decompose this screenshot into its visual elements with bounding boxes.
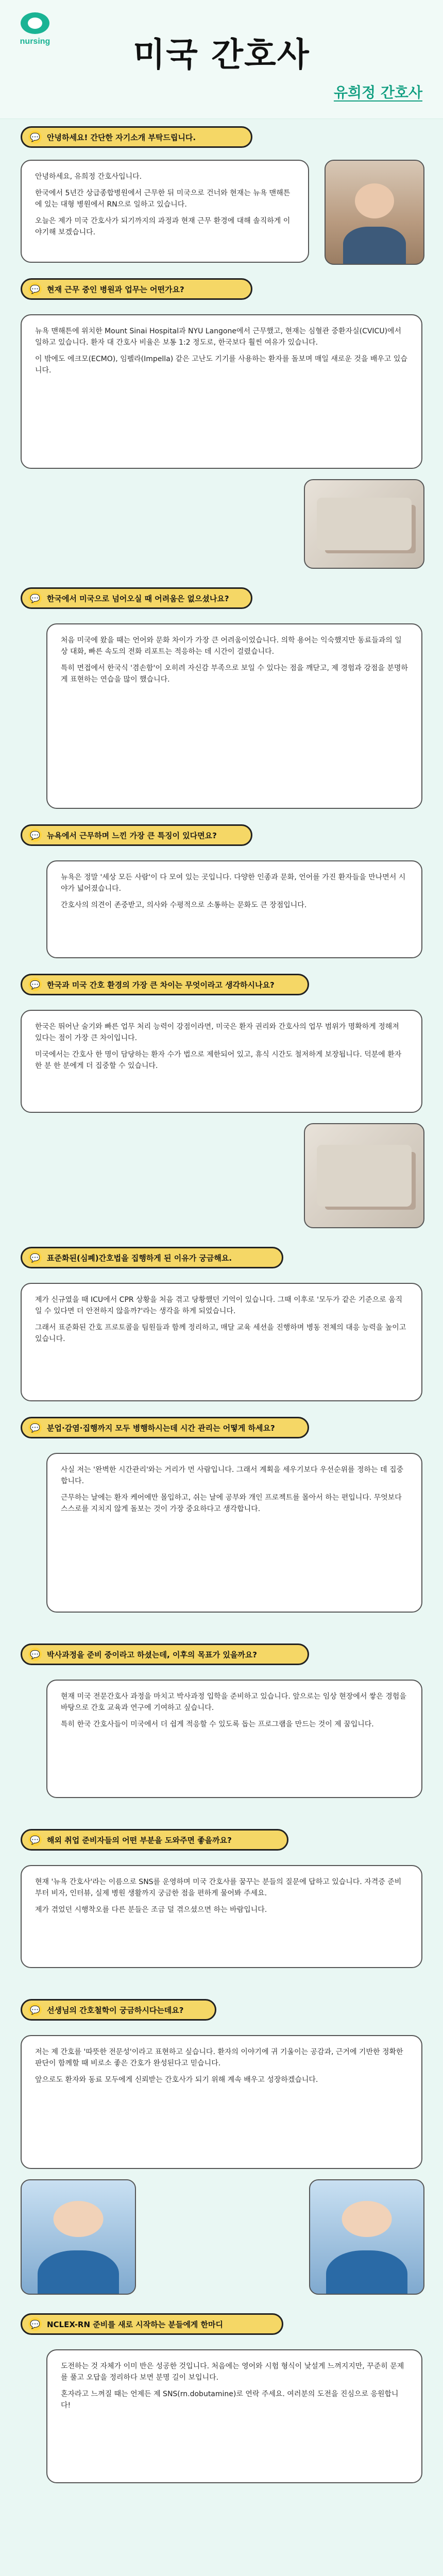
question-text: 현재 근무 중인 병원과 업무는 어떤가요? <box>47 284 184 294</box>
answer-paragraph: 한국에서 5년간 상급종합병원에서 근무한 뒤 미국으로 건너와 현재는 뉴욕 맨해튼에 있는 대형 병원에서 RN으로 일하고 있습니다. <box>35 189 291 209</box>
answer-paragraph: 도전하는 것 자체가 이미 반은 성공한 것입니다. 처음에는 영어와 시험 형식이 낯설게 느껴지지만, 꾸준히 문제를 풀고 오답을 정리하다 보면 분명 길이 보입니다. <box>61 2362 404 2382</box>
question-text: 안녕하세요! 간단한 자기소개 부탁드립니다. <box>47 132 196 142</box>
speech-icon: 💬 <box>28 130 42 144</box>
answer-10 <box>21 2035 422 2169</box>
answer-paragraph: 이 밖에도 에크모(ECMO), 임펠라(Impella) 같은 고난도 기기를 사용하는 환자를 돌보며 매일 새로운 것을 배우고 있습니다. <box>35 355 407 375</box>
answer-6 <box>21 1283 422 1401</box>
question-4 <box>21 824 252 846</box>
speech-icon: 💬 <box>28 282 42 296</box>
speech-icon: 💬 <box>28 1648 42 1661</box>
question-3 <box>21 587 252 609</box>
speech-icon: 💬 <box>28 2003 42 2016</box>
page-title: 미국 간호사 <box>133 36 310 74</box>
team-photo <box>304 1123 424 1228</box>
answer-paragraph: 그래서 표준화된 간호 프로토콜을 팀원들과 함께 정리하고, 매달 교육 세션을 진행하며 병동 전체의 대응 능력을 높이고 있습니다. <box>35 1324 406 1343</box>
answer-2 <box>21 314 422 469</box>
speech-icon: 💬 <box>28 978 42 991</box>
answer-paragraph: 뉴욕은 정말 '세상 모든 사람'이 다 모여 있는 곳입니다. 다양한 인종과 문화, 언어를 가진 환자들을 만나면서 시야가 넓어졌습니다. <box>61 873 406 893</box>
question-10 <box>21 1999 216 2021</box>
answer-9 <box>21 1865 422 1968</box>
question-2 <box>21 278 252 300</box>
answer-5 <box>21 1010 422 1113</box>
speech-icon: 💬 <box>28 591 42 605</box>
answer-paragraph: 사실 저는 '완벽한 시간관리'와는 거리가 먼 사람입니다. 그래서 계획을 세우기보다 우선순위를 정하는 데 집중합니다. <box>61 1466 404 1485</box>
speech-icon: 💬 <box>28 1421 42 1434</box>
question-9 <box>21 1829 288 1851</box>
logo-brand-text: nursing <box>20 37 50 46</box>
question-1 <box>21 126 252 148</box>
profile-photo <box>325 160 424 265</box>
question-7 <box>21 1417 309 1438</box>
answer-paragraph: 미국에서는 간호사 한 명이 담당하는 환자 수가 법으로 제한되어 있고, 휴식 시간도 철저하게 보장됩니다. 덕분에 환자 한 분 한 분에게 더 집중할 수 있습니다. <box>35 1050 402 1070</box>
question-11 <box>21 2313 283 2335</box>
answer-paragraph: 안녕하세요, 유희정 간호사입니다. <box>35 173 142 181</box>
answer-11 <box>46 2349 422 2483</box>
question-text: 분업·감염·집행까지 모두 병행하시는데 시간 관리는 어떻게 하세요? <box>47 1423 275 1433</box>
answer-paragraph: 간호사의 의견이 존중받고, 의사와 수평적으로 소통하는 문화도 큰 장점입니다. <box>61 901 307 909</box>
question-text: 뉴욕에서 근무하며 느낀 가장 큰 특징이 있다면요? <box>47 831 217 840</box>
hospital-photo <box>304 479 424 569</box>
answer-paragraph: 앞으로도 환자와 동료 모두에게 신뢰받는 간호사가 되기 위해 계속 배우고 성장하겠습니다. <box>35 2076 318 2084</box>
scrubs-photo-left <box>21 2179 136 2295</box>
hero-header <box>0 0 443 119</box>
answer-1 <box>21 160 309 263</box>
answer-paragraph: 한국은 뛰어난 술기와 빠른 업무 처리 능력이 강점이라면, 미국은 환자 권리와 간호사의 업무 범위가 명확하게 정해져 있다는 점이 가장 큰 차이입니다. <box>35 1023 399 1042</box>
answer-8 <box>46 1680 422 1798</box>
speech-icon: 💬 <box>28 1251 42 1264</box>
answer-paragraph: 현재 '뉴욕 간호사'라는 이름으로 SNS를 운영하며 미국 간호사를 꿈꾸는 분들의 질문에 답하고 있습니다. 자격증 준비부터 비자, 인터뷰, 실제 병원 생활까지 궁금한 점을 편하게 물어봐 주세요. <box>35 1878 402 1897</box>
answer-3 <box>46 623 422 809</box>
question-6 <box>21 1247 283 1268</box>
answer-paragraph: 제가 신규였을 때 ICU에서 CPR 상황을 처음 겪고 당황했던 기억이 있습니다. 그때 이후로 '모두가 같은 기준으로 움직일 수 있다면 더 안전하지 않을까?'라는 생각을 하게 되었습니다. <box>35 1296 403 1315</box>
page-subtitle: 유희정 간호사 <box>333 84 422 101</box>
answer-paragraph: 특히 한국 간호사들이 미국에서 더 쉽게 적응할 수 있도록 돕는 프로그램을 만드는 것이 제 꿈입니다. <box>61 1720 374 1728</box>
answer-paragraph: 뉴욕 맨해튼에 위치한 Mount Sinai Hospital과 NYU Langone에서 근무했고, 현재는 심혈관 중환자실(CVICU)에서 일하고 있습니다. 환자 대 간호사 비율은 보통 1:2 정도로, 한국보다 훨씬 여유가 있습니다. <box>35 327 402 347</box>
answer-paragraph: 현재 미국 전문간호사 과정을 마치고 박사과정 입학을 준비하고 있습니다. 앞으로는 임상 현장에서 쌓은 경험을 바탕으로 간호 교육과 연구에 기여하고 싶습니다. <box>61 1692 406 1712</box>
question-text: 박사과정을 준비 중이라고 하셨는데, 이후의 목표가 있을까요? <box>47 1650 257 1659</box>
answer-paragraph: 근무하는 날에는 환자 케어에만 몰입하고, 쉬는 날에 공부와 개인 프로젝트를 몰아서 하는 편입니다. 무엇보다 스스로를 지치지 않게 돌보는 것이 가장 중요하다고 생각합니다. <box>61 1494 402 1513</box>
question-text: 한국에서 미국으로 넘어오실 때 어려움은 없으셨나요? <box>47 594 229 603</box>
speech-icon: 💬 <box>28 1833 42 1846</box>
answer-paragraph: 저는 제 간호를 '따뜻한 전문성'이라고 표현하고 싶습니다. 환자의 이야기에 귀 기울이는 공감과, 근거에 기반한 정확한 판단이 함께할 때 비로소 좋은 간호가 완성된다고 믿습니다. <box>35 2048 403 2067</box>
answer-4 <box>46 860 422 958</box>
answer-paragraph: 처음 미국에 왔을 때는 언어와 문화 차이가 가장 큰 어려움이었습니다. 의학 용어는 익숙했지만 동료들과의 일상 대화, 빠른 속도의 전화 리포트는 적응하는 데 시간이 걸렸습니다. <box>61 636 402 656</box>
question-text: NCLEX-RN 준비를 새로 시작하는 분들에게 한마디 <box>47 2319 223 2329</box>
speech-icon: 💬 <box>28 828 42 842</box>
answer-paragraph: 오늘은 제가 미국 간호사가 되기까지의 과정과 현재 근무 환경에 대해 솔직하게 이야기해 보겠습니다. <box>35 217 291 236</box>
answer-7 <box>46 1453 422 1613</box>
question-5 <box>21 974 309 995</box>
answer-paragraph: 특히 면접에서 한국식 '겸손함'이 오히려 자신감 부족으로 보일 수 있다는 점을 깨닫고, 제 경험과 강점을 분명하게 표현하는 연습을 많이 했습니다. <box>61 664 408 684</box>
answer-paragraph: 혼자라고 느껴질 때는 언제든 제 SNS(rn.dobutamine)로 연락 주세요. 여러분의 도전을 진심으로 응원합니다! <box>61 2390 399 2410</box>
question-8 <box>21 1643 309 1665</box>
question-text: 한국과 미국 간호 환경의 가장 큰 차이는 무엇이라고 생각하시나요? <box>47 980 275 990</box>
question-text: 해외 취업 준비자들의 어떤 부분을 도와주면 좋을까요? <box>47 1835 232 1845</box>
question-text: 선생님의 간호철학이 궁금하시다는데요? <box>47 2005 184 2015</box>
scrubs-photo-right <box>309 2179 424 2295</box>
speech-icon: 💬 <box>28 2317 42 2331</box>
question-text: 표준화된(심폐)간호법을 집행하게 된 이유가 궁금해요. <box>47 1253 232 1263</box>
answer-paragraph: 제가 겪었던 시행착오를 다른 분들은 조금 덜 겪으셨으면 하는 바람입니다. <box>35 1906 267 1914</box>
